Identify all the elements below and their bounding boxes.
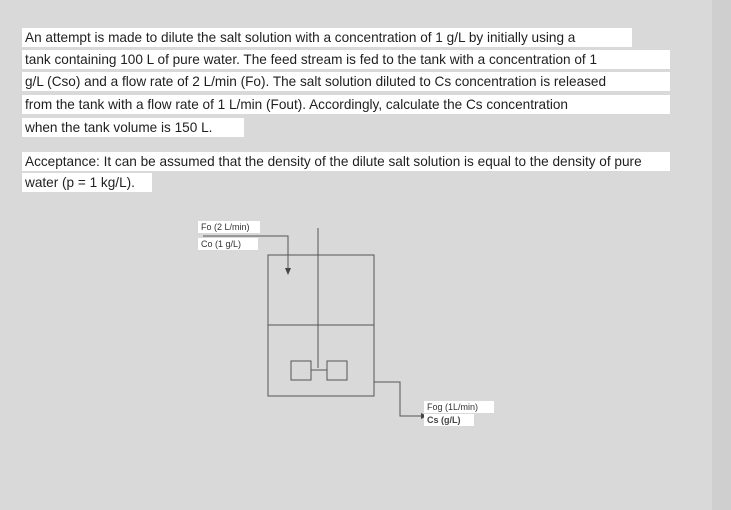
problem-line-2: tank containing 100 L of pure water. The feed stream is fed to the tank with a concentration of 1 bbox=[22, 50, 670, 69]
impeller-blade-right bbox=[327, 361, 347, 380]
outlet-pipe bbox=[374, 382, 422, 416]
problem-line-3: g/L (Cso) and a flow rate of 2 L/min (Fo). The salt solution diluted to Cs concentration is released bbox=[22, 72, 670, 91]
problem-line-4: from the tank with a flow rate of 1 L/min (Fout). Accordingly, calculate the Cs concentration bbox=[22, 95, 670, 114]
inlet-flow-label: Fo (2 L/min) bbox=[198, 221, 260, 233]
problem-line-1: An attempt is made to dilute the salt solution with a concentration of 1 g/L by initially using a bbox=[22, 28, 632, 47]
acceptance-line-1: Acceptance: It can be assumed that the density of the dilute salt solution is equal to the density of pure bbox=[22, 152, 670, 171]
inlet-conc-label: Co (1 g/L) bbox=[198, 238, 258, 250]
outlet-flow-label: Fog (1L/min) bbox=[424, 401, 494, 413]
inlet-arrow bbox=[285, 268, 291, 275]
outlet-conc-label: Cs (g/L) bbox=[424, 414, 474, 426]
impeller-blade-left bbox=[291, 361, 311, 380]
acceptance-line-2: water (p = 1 kg/L). bbox=[22, 173, 152, 192]
problem-line-5: when the tank volume is 150 L. bbox=[22, 118, 244, 137]
